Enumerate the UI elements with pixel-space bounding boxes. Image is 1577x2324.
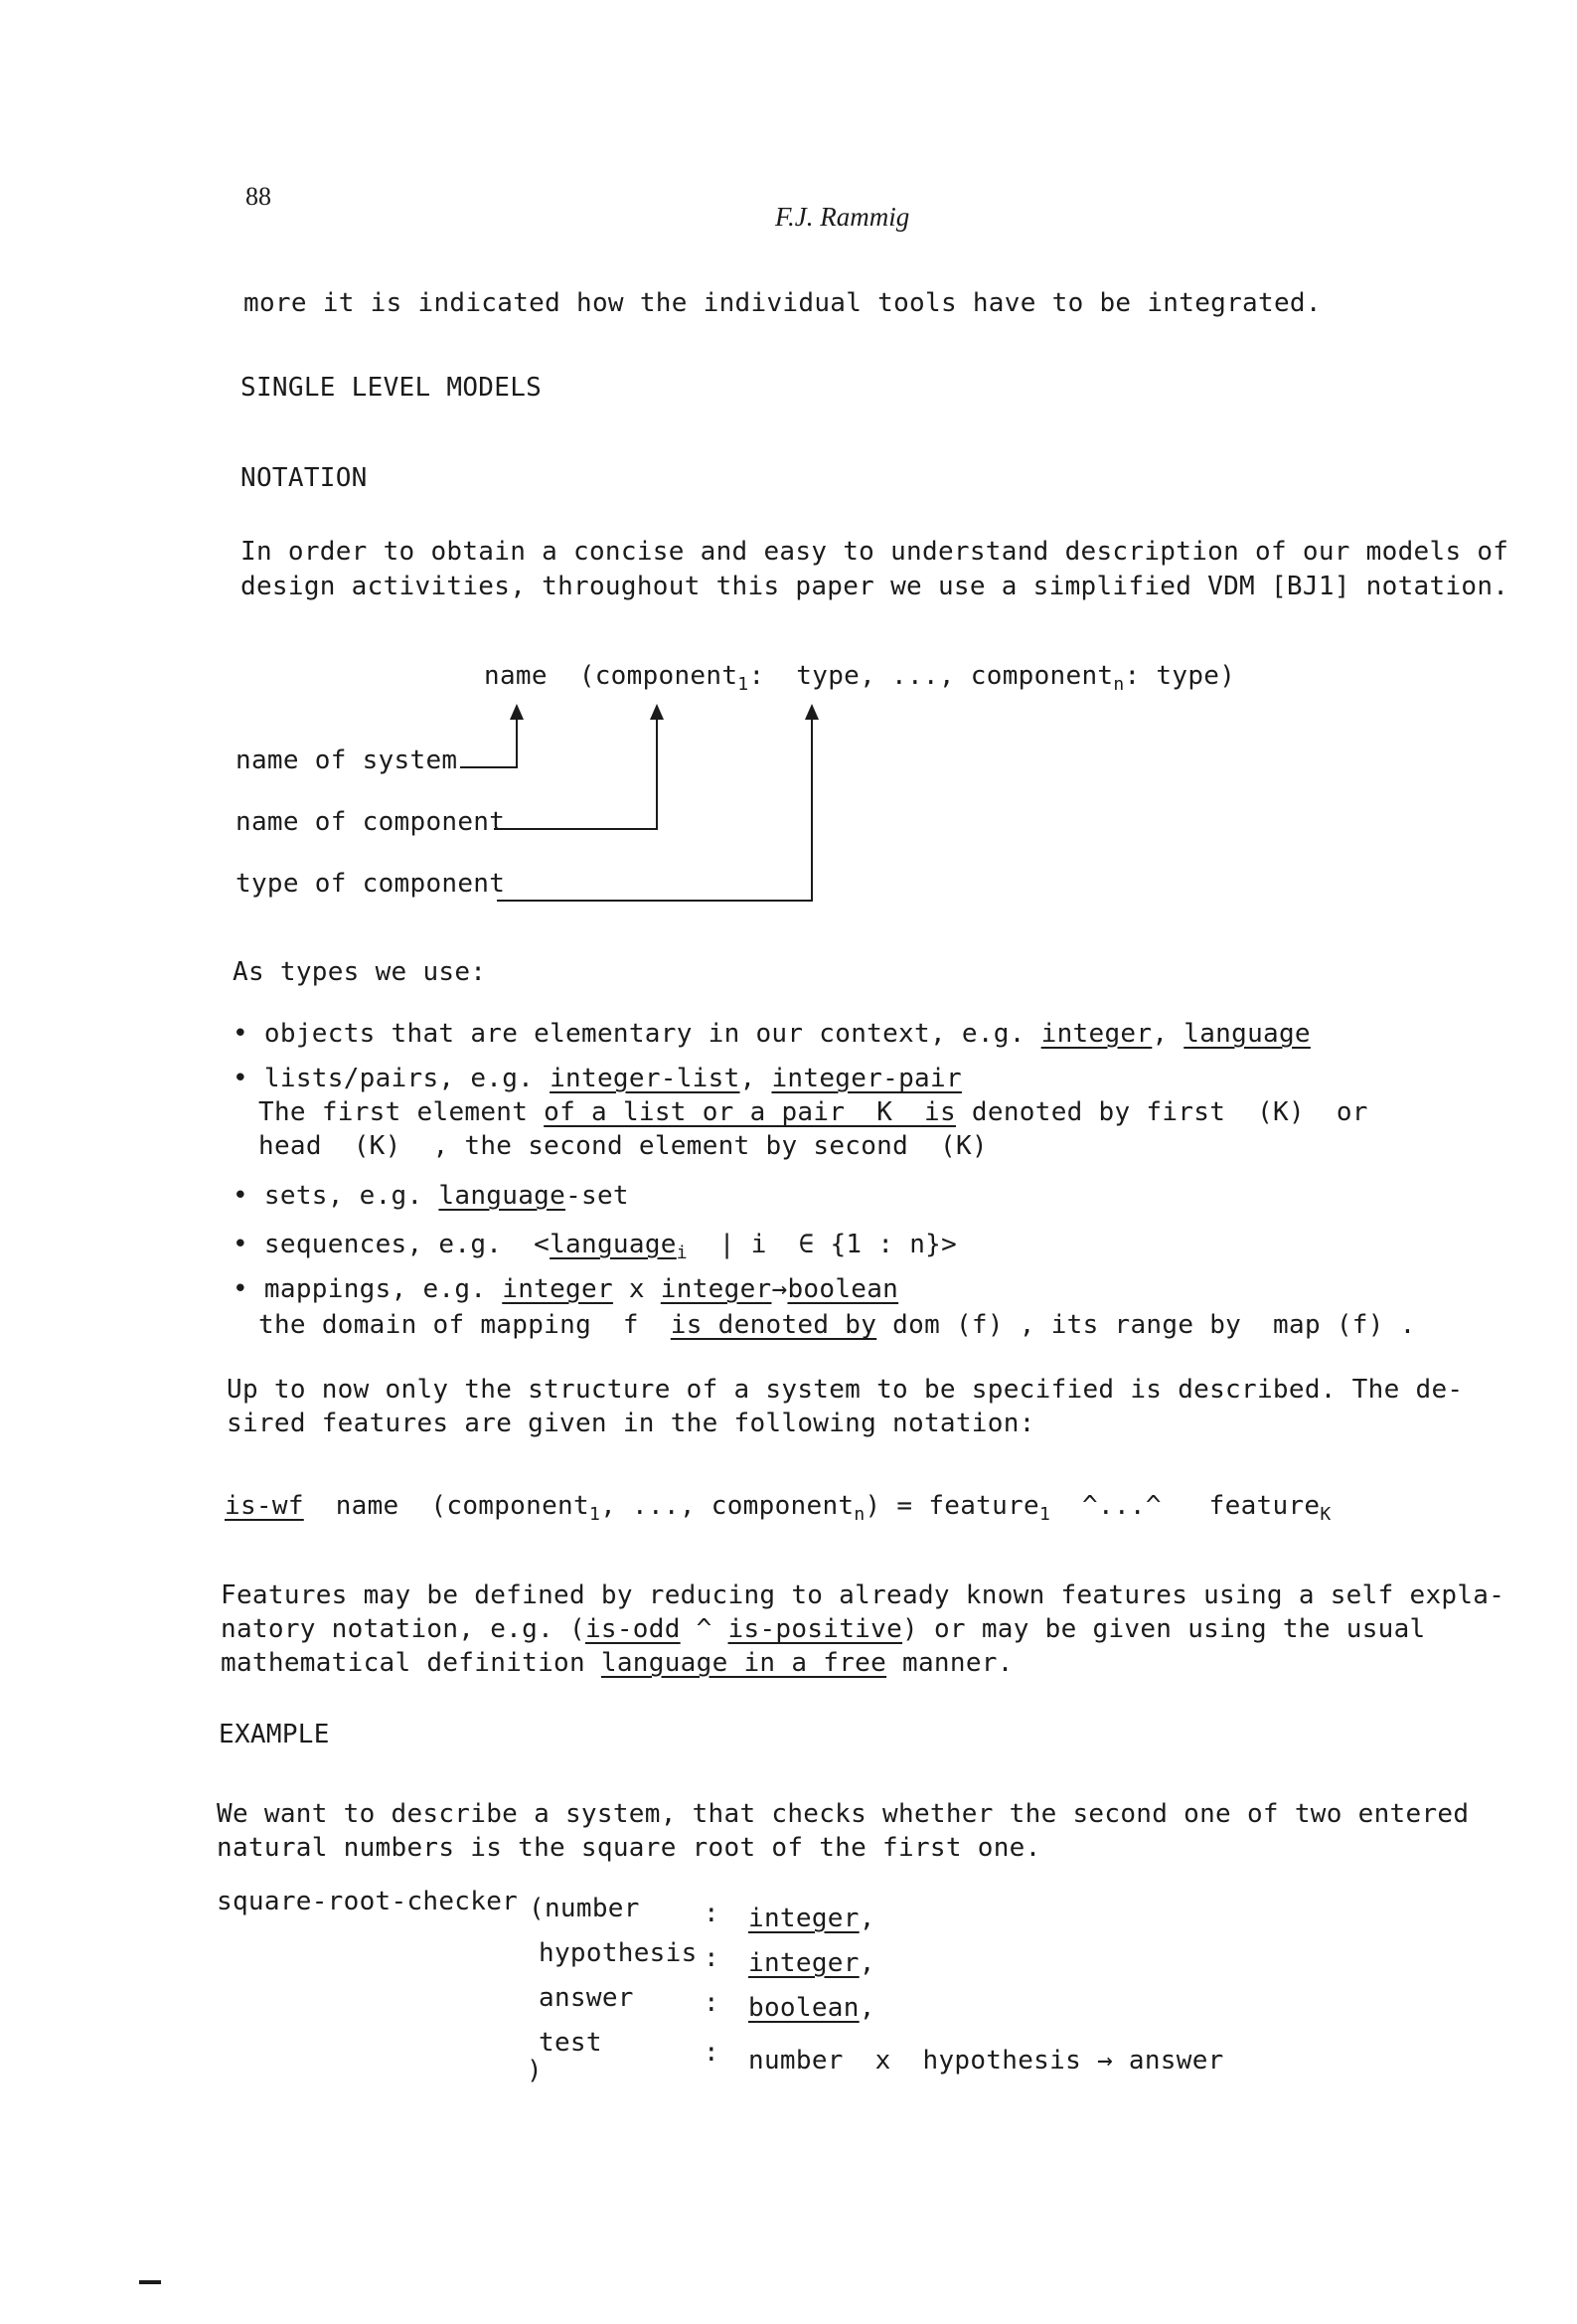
types-bullet-5-line-2 bbox=[258, 1310, 1416, 1340]
close-paren: ) bbox=[527, 2056, 543, 2085]
connector-line bbox=[460, 766, 518, 768]
formula-sub-1: 1 bbox=[737, 674, 749, 695]
separator: , bbox=[739, 1064, 772, 1093]
component-type bbox=[748, 1948, 875, 1978]
type-boolean: boolean bbox=[748, 1993, 860, 2023]
type-integer-pair: integer-pair bbox=[771, 1064, 962, 1093]
separator: , bbox=[859, 1993, 875, 2023]
type-language: language bbox=[550, 1230, 677, 1259]
formula-sub-n: n bbox=[1113, 674, 1125, 695]
label-type-of-component: type of component bbox=[236, 869, 506, 899]
example-para-line-2: natural numbers is the square root of the first one. bbox=[217, 1833, 1041, 1863]
connector-line bbox=[516, 716, 518, 768]
types-bullet-3: • sets, e.g. language-set bbox=[233, 1181, 629, 1211]
component-name: test bbox=[539, 2028, 602, 2058]
example-heading: EXAMPLE bbox=[219, 1720, 330, 1749]
separator: , bbox=[859, 1904, 875, 1933]
scan-mark bbox=[139, 2280, 161, 2284]
types-bullet-1: • objects that are elementary in our context, e.g. integer, language bbox=[233, 1019, 1311, 1049]
notation-heading: NOTATION bbox=[240, 463, 368, 493]
underlined-phrase: of a list or a pair K is bbox=[544, 1097, 956, 1127]
is-wf-formula bbox=[225, 1491, 1332, 1525]
structure-para-line-1: Up to now only the structure of a system to be specified is described. The de- bbox=[227, 1375, 1464, 1405]
is-wf-keyword: is-wf bbox=[225, 1491, 304, 1521]
component-name: hypothesis bbox=[539, 1938, 698, 1968]
types-bullet-2: • lists/pairs, e.g. integer-list, integer-pair bbox=[233, 1064, 962, 1093]
formula-type: : type, ..., component bbox=[748, 661, 1114, 691]
bullet-text: denoted by first (K) or bbox=[955, 1097, 1368, 1127]
subscript: 1 bbox=[1039, 1504, 1051, 1525]
component-colon: : bbox=[704, 1943, 719, 1973]
formula-name: name bbox=[484, 661, 548, 691]
formula-text: ^...^ feature bbox=[1050, 1491, 1321, 1521]
label-name-of-system: name of system bbox=[236, 746, 458, 775]
page-number: 88 bbox=[245, 182, 271, 211]
subscript: i bbox=[676, 1243, 688, 1263]
type-integer: integer bbox=[748, 1948, 860, 1978]
running-head: F.J. Rammig bbox=[775, 202, 910, 232]
types-bullet-2-line-2 bbox=[258, 1097, 1368, 1127]
bullet-text: sequences, e.g. < bbox=[263, 1230, 551, 1259]
type-integer: integer bbox=[660, 1274, 772, 1304]
component-name: (number bbox=[529, 1894, 640, 1923]
type-integer-list: integer-list bbox=[550, 1064, 740, 1093]
para-text: natory notation, e.g. ( bbox=[221, 1614, 585, 1644]
type-language: language bbox=[1183, 1019, 1311, 1049]
arrow-right-icon: → bbox=[771, 1274, 788, 1304]
example-para-line-1: We want to describe a system, that checks whether the second one of two entered bbox=[217, 1799, 1470, 1829]
component-colon: : bbox=[704, 2038, 719, 2068]
formula-text: name (component bbox=[303, 1491, 589, 1521]
connector-line bbox=[656, 716, 658, 830]
intro-line: more it is indicated how the individual tools have to be integrated. bbox=[243, 288, 1322, 318]
connector-line bbox=[494, 828, 658, 830]
formula-end: : type) bbox=[1124, 661, 1236, 691]
bullet-text: -set bbox=[565, 1181, 629, 1211]
bullet-text: objects that are elementary in our context, e.g. bbox=[263, 1019, 1041, 1049]
para-text: manner. bbox=[886, 1648, 1014, 1678]
formula-text: ) = feature bbox=[865, 1491, 1039, 1521]
types-bullet-4: • sequences, e.g. <language$_i$ | i ∈ {1 : n}> bbox=[233, 1230, 958, 1263]
structure-para-line-2: sired features are given in the following notation: bbox=[227, 1409, 1035, 1438]
formula-text: , ..., component bbox=[600, 1491, 855, 1521]
subscript: 1 bbox=[588, 1504, 601, 1525]
connector-line bbox=[497, 900, 813, 902]
bullet-text: the domain of mapping f bbox=[258, 1310, 671, 1340]
notation-para-line-2: design activities, throughout this paper we use a simplified VDM [BJ1] notation. bbox=[240, 572, 1509, 601]
para-text: ^ bbox=[680, 1614, 728, 1644]
types-intro: As types we use: bbox=[233, 957, 487, 987]
para-text: ) or may be given using the usual bbox=[902, 1614, 1426, 1644]
bullet-text: The first element bbox=[258, 1097, 545, 1127]
separator: , bbox=[859, 1948, 875, 1978]
component-colon: : bbox=[704, 1988, 719, 2018]
underlined-phrase: is-odd bbox=[584, 1614, 681, 1644]
subscript: n bbox=[854, 1504, 866, 1525]
type-language: language bbox=[438, 1181, 566, 1211]
type-integer: integer bbox=[1040, 1019, 1153, 1049]
component-colon: : bbox=[704, 1899, 719, 1928]
separator: , bbox=[1152, 1019, 1184, 1049]
para-text: mathematical definition bbox=[221, 1648, 601, 1678]
example-system-name: square-root-checker bbox=[217, 1887, 519, 1916]
bullet-text: sets, e.g. bbox=[263, 1181, 439, 1211]
notation-formula bbox=[484, 661, 1235, 695]
component-type: number x hypothesis → answer bbox=[748, 2046, 1224, 2075]
component-name: answer bbox=[539, 1983, 634, 2013]
type-boolean: boolean bbox=[787, 1274, 899, 1304]
types-bullet-5: • mappings, e.g. integer x integer→boolean bbox=[233, 1274, 899, 1304]
notation-para-line-1: In order to obtain a concise and easy to understand description of our models of bbox=[240, 537, 1509, 567]
underlined-phrase: is-positive bbox=[727, 1614, 903, 1644]
features-para-line-1: Features may be defined by reducing to already known features using a self expla- bbox=[221, 1580, 1505, 1610]
label-name-of-component: name of component bbox=[236, 807, 506, 837]
subscript: K bbox=[1320, 1504, 1332, 1525]
underlined-phrase: language in a free bbox=[600, 1648, 887, 1678]
formula-component: (component bbox=[578, 661, 738, 691]
component-type bbox=[748, 1993, 875, 2023]
connector-line bbox=[811, 716, 813, 902]
features-para-line-3 bbox=[221, 1648, 1014, 1678]
section-title: SINGLE LEVEL MODELS bbox=[240, 373, 543, 403]
bullet-text: dom (f) , its range by map (f) . bbox=[876, 1310, 1416, 1340]
bullet-text: lists/pairs, e.g. bbox=[263, 1064, 551, 1093]
separator: x bbox=[612, 1274, 661, 1304]
type-integer: integer bbox=[748, 1904, 860, 1933]
bullet-text: mappings, e.g. bbox=[263, 1274, 503, 1304]
underlined-phrase: is denoted by bbox=[670, 1310, 877, 1340]
features-para-line-2 bbox=[221, 1614, 1426, 1644]
types-bullet-2-line-3: head (K) , the second element by second (K) bbox=[258, 1131, 988, 1161]
component-type bbox=[748, 1904, 875, 1933]
bullet-text: | i ∈ {1 : n}> bbox=[687, 1230, 958, 1259]
type-integer: integer bbox=[502, 1274, 613, 1304]
